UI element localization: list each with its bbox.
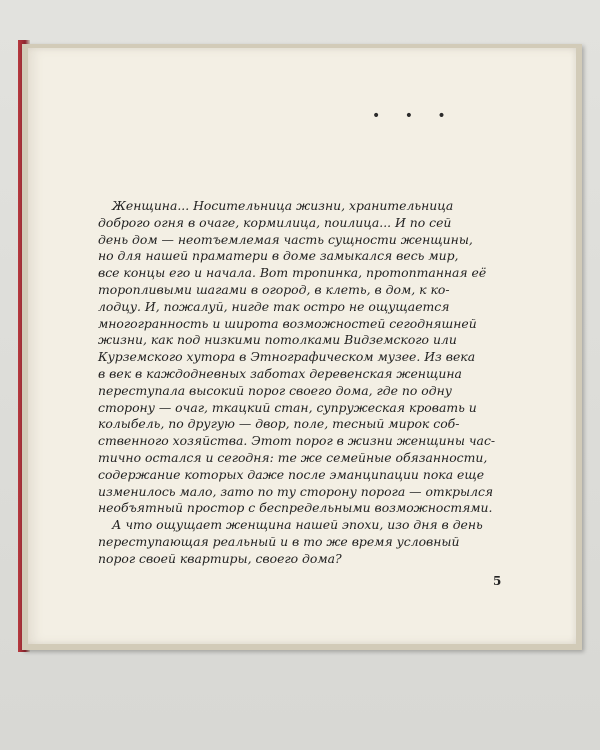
text-line: жизни, как под низкими потолками Видземского или: [98, 332, 457, 348]
text-line: но для нашей праматери в доме замыкался весь мир,: [98, 248, 459, 264]
text-line: Курземского хутора в Этнографическом музее. Из века: [98, 349, 476, 365]
section-ornament: • • •: [372, 108, 456, 124]
paragraph-1: [98, 198, 518, 517]
text-line: в век в каждодневных заботах деревенская женщина: [98, 365, 462, 381]
paragraph-2: [98, 517, 518, 567]
text-line: А что ощущает женщина нашей эпохи, изо дня в день: [112, 517, 483, 533]
text-line: все концы его и начала. Вот тропинка, протоптанная её: [98, 265, 487, 281]
page-number: 5: [493, 574, 502, 588]
text-line: Женщина... Носительница жизни, хранительница: [112, 198, 454, 213]
text-line: изменилось мало, зато по ту сторону порога — открылся: [98, 483, 494, 499]
text-line: тично остался и сегодня: те же семейные обязанности,: [98, 449, 488, 465]
text-line: колыбель, по другую — двор, поле, тесный мирок соб-: [98, 416, 460, 432]
text-line: ственного хозяйства. Этот порог в жизни женщины час-: [98, 433, 496, 449]
text-line: переступала высокий порог своего дома, где по одну: [98, 382, 452, 398]
text-line: переступающая реальный и в то же время условный: [98, 533, 460, 549]
text-line: торопливыми шагами в огород, в клеть, в дом, к ко-: [98, 281, 450, 297]
text-line: необъятный простор с беспредельными возможностями.: [98, 500, 493, 516]
page-body-text: [98, 198, 518, 568]
text-line: содержание которых даже после эманципации пока еще: [98, 466, 485, 482]
text-line: многогранность и широта возможностей сегодняшней: [98, 315, 477, 331]
text-line: день дом — неотъемлемая часть сущности женщины,: [98, 231, 473, 247]
text-line: лодцу. И, пожалуй, нигде так остро не ощущается: [98, 298, 450, 314]
text-line: порог своей квартиры, своего дома?: [98, 550, 342, 566]
text-line: доброго огня в очаге, кормилица, поилица... И по сей: [98, 214, 452, 230]
book-page: [28, 48, 576, 644]
text-line: сторону — очаг, ткацкий стан, супружеская кровать и: [98, 399, 477, 415]
